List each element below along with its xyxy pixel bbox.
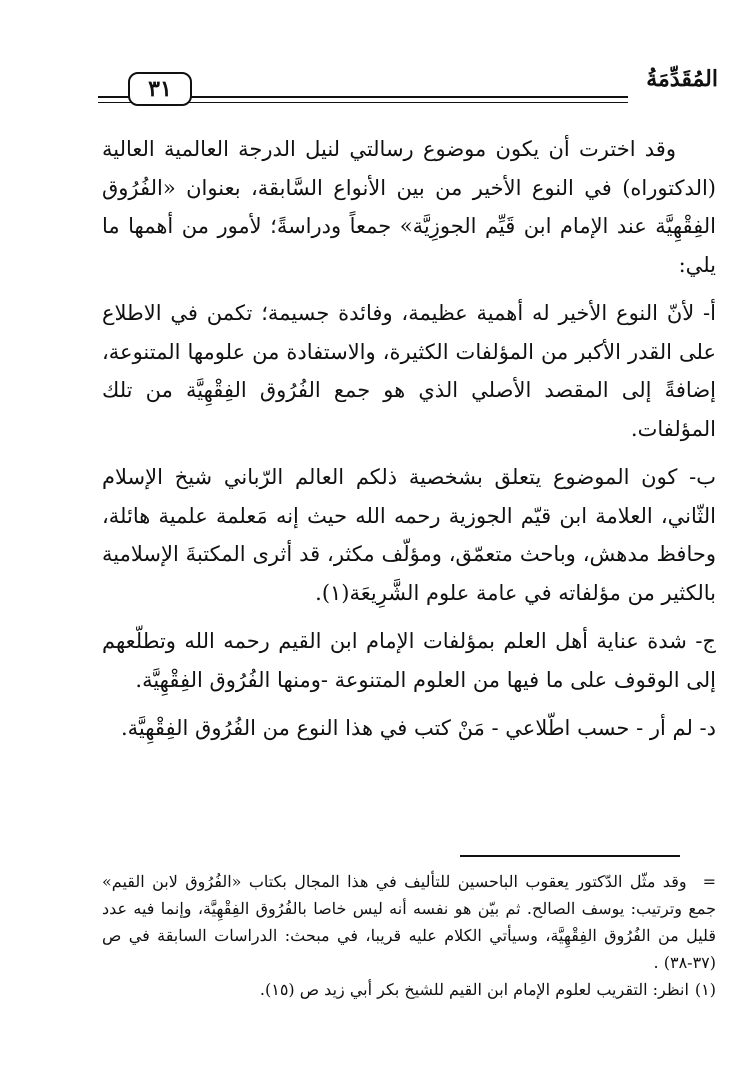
page-header [98, 62, 718, 108]
footnote-separator [460, 855, 680, 857]
paragraph-intro: وقد اخترت أن يكون موضوع رسالتي لنيل الدرجة العالمية العالية (الدكتوراه) في النوع الأخير من بين الأنواع السَّابقة، بعنوان «الفُرُوق الفِقْهِيَّة عند الإمام ابن قَيِّم الجوزِيَّة» جمعاً ودراسةً؛ لأمور من أهمها ما يلي: [102, 137, 716, 277]
footnotes [102, 868, 716, 1003]
footnote-mark: (١) [694, 980, 716, 999]
footnote-1 [102, 976, 716, 1003]
footnote-continued [102, 868, 716, 976]
paragraph-b: ب- كون الموضوع يتعلق بشخصية ذلكم العالم الرّباني شيخ الإسلام الثّاني، العلامة ابن قيّم الجوزية رحمه الله حيث إنه مَعلمة علمية هائلة، وحافظ مدهش، وباحث متعمّق، ومؤلّف مكثر، قد أثرى المكتبةَ الإسلامية بالكثير من مؤلفاته في عامة علوم الشَّرِيعَة(١). [102, 465, 716, 605]
page-number: ٣١ [128, 72, 192, 106]
footnote-text: وقد مثّل الدّكتور يعقوب الباحسين للتأليف في هذا المجال بكتاب «الفُرُوق لابن القيم» جمع وترتيب: يوسف الصالح. ثم بيّن هو نفسه أنه ليس خاصا بالفُرُوق الفِقْهِيَّة، وإنما فيه عدد قليل من الفُرُوق الفِقْهِيَّة، وسيأتي الكلام عليه قريبا، في مبحث: الدراسات السابقة في ص (٣٧-٣٨) . [102, 872, 716, 972]
footnote-text: انظر: التقريب لعلوم الإمام ابن القيم للشيخ بكر أبي زيد ص (١٥). [259, 980, 689, 999]
paragraph-d: د- لم أر - حسب اطّلاعي - مَنْ كتب في هذا النوع من الفُرُوق الفِقْهِيَّة. [120, 716, 716, 740]
paragraph-c: ج- شدة عناية أهل العلم بمؤلفات الإمام ابن القيم رحمه الله وتطلّعهم إلى الوقوف على ما فيها من العلوم المتنوعة -ومنها الفُرُوق الفِقْهِيَّة. [102, 629, 716, 692]
paragraph-a: أ- لأنّ النوع الأخير له أهمية عظيمة، وفائدة جسيمة؛ تكمن في الاطلاع على القدر الأكبر من المؤلفات الكثيرة، والاستفادة من علومها المتنوعة، إضافةً إلى المقصد الأصلي الذي هو جمع الفُرُوق الفِقْهِيَّة من تلك المؤلفات. [102, 301, 716, 441]
footnote-mark: = [702, 872, 717, 891]
chapter-title: المُقَدِّمَةُ [646, 66, 718, 92]
main-text [102, 130, 716, 758]
